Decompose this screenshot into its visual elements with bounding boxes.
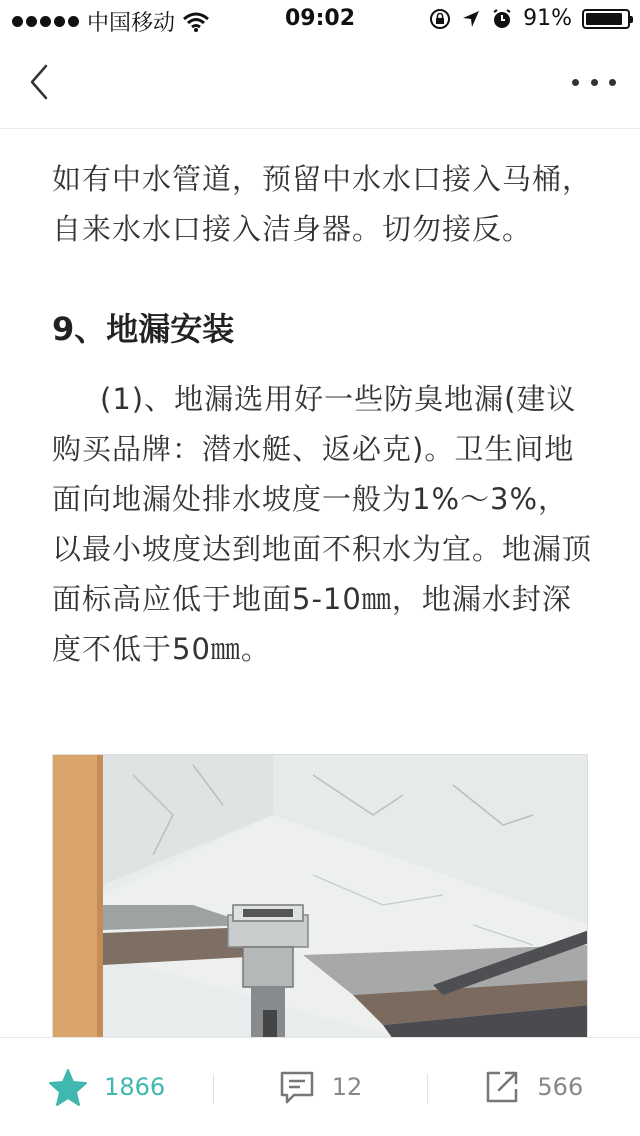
comment-button[interactable]	[213, 1068, 426, 1106]
more-icon	[572, 79, 579, 86]
location-icon	[461, 9, 481, 29]
battery-percent: 91%	[523, 6, 572, 31]
share-button[interactable]	[427, 1068, 640, 1106]
floor-drain-diagram	[53, 755, 588, 1038]
share-count: 566	[537, 1073, 584, 1101]
comment-icon	[278, 1068, 316, 1106]
comment-count: 12	[331, 1073, 363, 1101]
status-time: 09:02	[284, 6, 356, 31]
alarm-icon	[491, 8, 513, 30]
status-bar	[0, 0, 640, 40]
star-icon	[48, 1067, 88, 1107]
like-button[interactable]	[0, 1067, 213, 1107]
share-icon	[483, 1068, 521, 1106]
status-right	[429, 6, 630, 31]
carrier-label: 中国移动	[87, 11, 176, 36]
battery-icon	[582, 9, 630, 29]
back-button[interactable]	[24, 60, 64, 106]
section-title: 9、地漏安装	[52, 310, 235, 348]
like-count: 1866	[104, 1073, 166, 1101]
article-content	[52, 140, 592, 674]
navigation-bar	[0, 40, 640, 129]
floor-drain-illustration[interactable]	[52, 754, 588, 1038]
bottom-action-bar	[0, 1037, 640, 1136]
intro-paragraph: 如有中水管道，预留中水水口接入马桶，自来水水口接入洁身器。切勿接反。	[52, 162, 593, 246]
body-paragraph: (1)、地漏选用好一些防臭地漏(建议购买品牌：潜水艇、返必克)。卫生间地面向地漏处排水坡度一般为1%～3%，以最小坡度达到地面不积水为宜。地漏顶面标高应低于地面5-10㎜，地漏水封深度不低于50㎜。	[52, 382, 593, 666]
chevron-left-icon	[24, 60, 64, 106]
rotation-lock-icon	[429, 8, 451, 30]
battery-level	[586, 13, 622, 25]
more-button[interactable]	[572, 64, 616, 100]
